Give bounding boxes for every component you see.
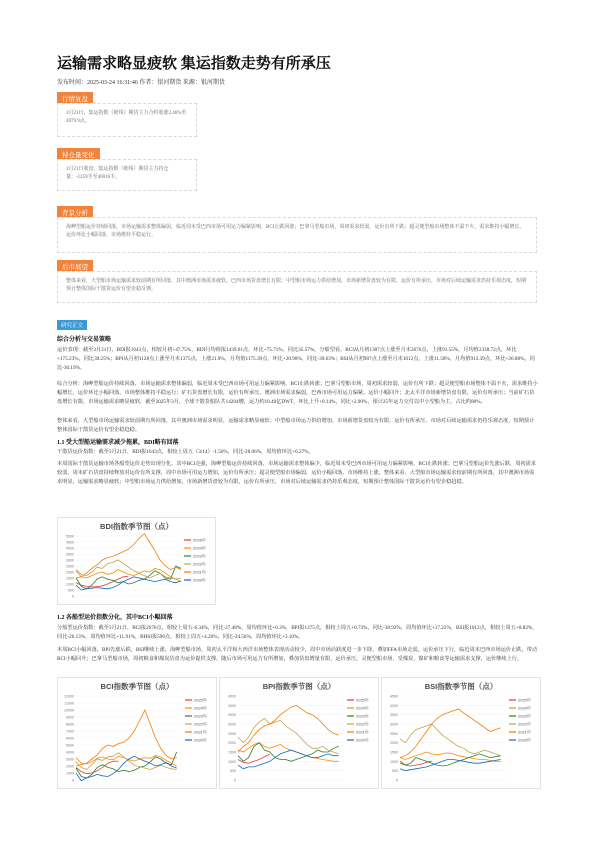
- legend-label: 2022年: [193, 561, 206, 567]
- legend-label: 2023年: [356, 713, 369, 719]
- y-tick-label: 11000: [64, 701, 74, 706]
- y-tick-label: 0: [72, 778, 74, 783]
- legend-label: 2024年: [193, 545, 206, 551]
- y-tick-label: 1500: [390, 750, 398, 755]
- subheading-1-1: 1.1 受大型船运输需求减少拖累，BDI略有回落: [57, 440, 179, 446]
- paragraph-bdi-text: 干散货运价指数：截至3月21日，BDI报1643点，相较上周五（3/14）-1.56%，同比-28.06%，周均值环比+6.27%。: [57, 449, 314, 455]
- bsi-chart: [381, 677, 541, 789]
- legend-label: 2020年: [193, 577, 206, 583]
- y-tick-label: 8000: [66, 722, 74, 727]
- series-line-2020年: [76, 577, 181, 590]
- y-tick-label: 3500: [228, 713, 236, 718]
- legend-label: 2024年: [356, 705, 369, 711]
- legend-label: 2021年: [356, 729, 369, 735]
- bpi-chart: [219, 677, 379, 789]
- y-tick-label: 1000: [390, 759, 398, 764]
- outlook-box: [57, 271, 537, 303]
- y-tick-label: 0: [72, 594, 74, 599]
- y-tick-label: 5000: [66, 743, 74, 748]
- y-tick-label: 12000: [64, 694, 74, 699]
- y-tick-label: 3500: [390, 713, 398, 718]
- subheading-1-2: 1.2 各船型运价指数分化，其中BCI小幅回落: [57, 615, 173, 621]
- market-review-text: 3月21日，集运指数（欧线）期货主力合约收涨2.46%至2079.9点。: [66, 111, 187, 124]
- legend-label: 2022年: [518, 721, 531, 727]
- chart-title: BSI指数季节图（点）: [424, 682, 498, 691]
- y-tick-label: 2000: [66, 570, 74, 575]
- paragraph-summary: [57, 417, 539, 435]
- paragraph-analysis: [57, 380, 539, 407]
- y-tick-label: 0: [396, 778, 398, 783]
- series-line-2025年: [238, 754, 270, 763]
- paragraph-price: [57, 346, 539, 373]
- y-tick-label: 2000: [66, 764, 74, 769]
- y-tick-label: 10000: [64, 708, 74, 713]
- outlook-text: 整体来看，大型船市场运输需求较前期有所回落，其中澳洲市场需求疲软，巴西市场货盘增长有限；中型船市场运力供给增加，市场新增货盘较为有限，运价有所承压，市场对后续运输需求仍持乐观态度，短期预计整体国际干散货运价有望企稳反弹。: [66, 279, 527, 292]
- y-tick-label: 500: [392, 769, 398, 774]
- y-tick-label: 5000: [66, 534, 74, 539]
- section-tag-spot: 持仓量变化: [57, 148, 100, 161]
- paragraph-analysis-text: 综合分析：海岬型船运价持续回落，市场运输需求整体偏弱，临近周末受巴西市场可用运力偏紧影响，BCI止跌转涨；巴拿马型船市场，周初需求较弱，运价有所下跌；超灵便型船市场整体不温不火，需求维持小幅增长，运价环比小幅回落，市场整体维持平稳运行；矿石货盘增长有限，运价有所承压。澳洲市场需求偏弱，巴西市场可用运力偏紧，运价小幅回升；北太平洋市场新增货盘有限，运价有所承压；当前矿石货盘增长有限，市场运输需求略显疲软，截至2025年3月，全球干散货船队共14204艘，运力约10.40亿DWT，环比上升+0.14%，同比+2.90%，预计25年运力交付以中小型船为主，占比约80%。: [57, 381, 538, 406]
- bsi-chart-svg: [382, 678, 540, 788]
- series-line-2021年: [76, 534, 181, 578]
- y-tick-label: 2000: [228, 741, 236, 746]
- paragraph-weekly-text: 本周BCI小幅回落，BPI先涨后跌，BSI继续上涨，海岬型船市场，周初太平洋和大西洋市场整体表现活动较少，周中市场活跃度进一步下降，叠加FFA市场走弱，运价承压下行，临近周末巴西市场运价止跌，带动BCI小幅回升；巴拿马型船市场，周初粮食和煤炭货盘为运价提供支撑，随后市场可用运力有所增加，叠加货盘增量有限，运价承压，灵便型船市场，受煤炭、镍矿和粮食等运输需求支撑，运价继续上行。: [57, 647, 538, 663]
- y-tick-label: 500: [68, 588, 74, 593]
- legend-label: 2025年: [193, 537, 206, 543]
- y-tick-label: 3500: [66, 552, 74, 557]
- y-tick-label: 4500: [390, 694, 398, 699]
- y-tick-label: 1500: [228, 750, 236, 755]
- bpi-chart-svg: [220, 678, 378, 788]
- y-tick-label: 6000: [66, 736, 74, 741]
- bdi-chart-svg: [58, 518, 215, 604]
- section-tag-outlook: 后市展望: [57, 260, 93, 273]
- paragraph-price-text: 运价表现：截至3月21日，BDI报1643点，相较月初+47.75%，BDI月均值报1439.61点，环比+75.71%，同比35.57%。分船型看，BCI从月初1307点上涨至月末2676点，上涨91.55%，月均值2338.72点，环比+175.23%，同比39.25%；BPI从月初1128点上涨至月末1375点，上涨21.9%，月均值1175.39点，环比+20.98%，同比-39.63%；BSI从月初907点上涨至月末1012点，上涨11.58%，月均值913.39点，环比+26.88%，同比-30.19%。: [57, 347, 535, 372]
- spot-box: [57, 159, 197, 191]
- chart-title: BCI指数季节图（点）: [100, 682, 174, 691]
- y-tick-label: 3000: [66, 757, 74, 762]
- paragraph-bdi: [57, 448, 539, 457]
- analysis-box: [57, 217, 537, 253]
- series-line-2023年: [76, 566, 181, 589]
- legend-label: 2023年: [193, 553, 206, 559]
- legend-label: 2021年: [518, 729, 531, 735]
- y-tick-label: 2500: [228, 731, 236, 736]
- y-tick-label: 4000: [228, 703, 236, 708]
- y-tick-label: 1000: [66, 582, 74, 587]
- legend-label: 2025年: [518, 697, 531, 703]
- y-tick-label: 7000: [66, 729, 74, 734]
- legend-label: 2023年: [518, 713, 531, 719]
- legend-label: 2025年: [194, 697, 207, 703]
- section-tag-analysis: 背景分析: [57, 206, 93, 219]
- y-tick-label: 1000: [66, 771, 74, 776]
- analysis-text: 海岬型船运价持续回落，市场运输需求整体偏弱，临近周末受巴西市场可用运力偏紧影响，BCI止跌回涨；巴拿马型船市场，周初需求较弱，运价有所下跌；超灵便型船市场整体不温不火，需求维持小幅增长，运价环比小幅回落，市场维持平稳运行。: [66, 225, 525, 238]
- y-tick-label: 1000: [228, 759, 236, 764]
- y-tick-label: 4000: [390, 703, 398, 708]
- bdi-chart: [57, 517, 216, 605]
- paragraph-summary-text: 整体来看，大型船市场运输需求较前期有所回落，其中澳洲市场需求明显，运输需求略显疲软；中型船市场运力供给增加，市场新增货盘较为有限，运价有所承压，市场对后续运输需求仍持乐观态度，短期预计整体国际干散货运价有望企稳趋稳。: [57, 418, 535, 434]
- legend-label: 2025年: [356, 697, 369, 703]
- bci-chart: [57, 677, 217, 789]
- legend-label: 2022年: [356, 721, 369, 727]
- y-tick-label: 4500: [228, 694, 236, 699]
- y-tick-label: 3000: [66, 558, 74, 563]
- y-tick-label: 9000: [66, 715, 74, 720]
- legend-label: 2020年: [194, 737, 207, 743]
- legend-label: 2021年: [194, 729, 207, 735]
- y-tick-label: 2500: [66, 564, 74, 569]
- spot-text: 3月21日收盘，集运指数（欧线）期货主力持仓量：-1259手至40016手。: [66, 167, 169, 180]
- legend-label: 2024年: [518, 705, 531, 711]
- main-heading: 综合分析与交易策略: [57, 337, 112, 343]
- y-tick-label: 3000: [390, 722, 398, 727]
- legend-label: 2024年: [194, 705, 207, 711]
- legend-label: 2023年: [194, 713, 207, 719]
- research-body-tag: 研究正文: [57, 320, 87, 330]
- y-tick-label: 3000: [228, 722, 236, 727]
- market-review-box: [57, 103, 197, 137]
- paragraph-market-text: 本周国际干散货运输市场各船型运价走势出现分化，其中BCI走强，海岬型船运价持续回落，市场运输需求整体偏少，临近周末受巴西市场可用运力偏紧影响，BCI止跌转涨；巴拿马型船运价先涨后跌，周初需求较弱，周末矿石货盘持续释放对运价有所支撑，周中市场可用运力增加，运价有所承压；超灵便型船市场偏弱，运价小幅回落，市场维持上涨，整体来看，大型船市场运输需求较前期有所回落，其中澳洲市场需求明显，运输需求略显疲软；中型船市场运力供给增加，市场新增货盘较为有限，运价有所承压，市场对后续运输需求仍持乐观态度，短期预计整体国际干散货运价有望企稳趋稳。: [57, 461, 536, 486]
- article-meta: 发布时间：2025-03-24 16:31:46 作者：银河期货 来源：银河期货: [57, 80, 225, 86]
- y-tick-label: 4500: [66, 540, 74, 545]
- y-tick-label: 2000: [390, 741, 398, 746]
- page-title: 运输需求略显疲软 集运指数走势有所承压: [57, 56, 331, 72]
- y-tick-label: 500: [230, 769, 236, 774]
- y-tick-label: 4000: [66, 750, 74, 755]
- paragraph-segment-text: 分船型运价指数：截至3月21日，BCI报2676点，相较上周五-6.34%，同比-27.48%，周均值环比+0.3%，BPI报1375点，相较上周五+0.73%，同比-38.92%，周均值环比+17.22%，BSI报1012点，相较上周五+8.82%，同比-26.13%，周均值环比+11.91%，BHSI报596点，相较上周五+4.20%，同比-24.56%，周均值环比+3.10%。: [57, 625, 538, 641]
- paragraph-segment: [57, 624, 539, 642]
- y-tick-label: 2500: [390, 731, 398, 736]
- paragraph-market: [57, 460, 539, 487]
- legend-label: 2021年: [193, 569, 206, 575]
- chart-title: BDI指数季节图（点）: [100, 522, 173, 531]
- y-tick-label: 1500: [66, 576, 74, 581]
- legend-label: 2020年: [518, 737, 531, 743]
- paragraph-weekly: [57, 646, 539, 664]
- chart-title: BPI指数季节图（点）: [262, 682, 336, 691]
- y-tick-label: 4000: [66, 546, 74, 551]
- legend-label: 2020年: [356, 737, 369, 743]
- y-tick-label: 0: [234, 778, 236, 783]
- section-tag-market-review: 行情复盘: [57, 92, 93, 105]
- legend-label: 2022年: [194, 721, 207, 727]
- series-line-2024年: [400, 752, 501, 761]
- bci-chart-svg: [58, 678, 216, 788]
